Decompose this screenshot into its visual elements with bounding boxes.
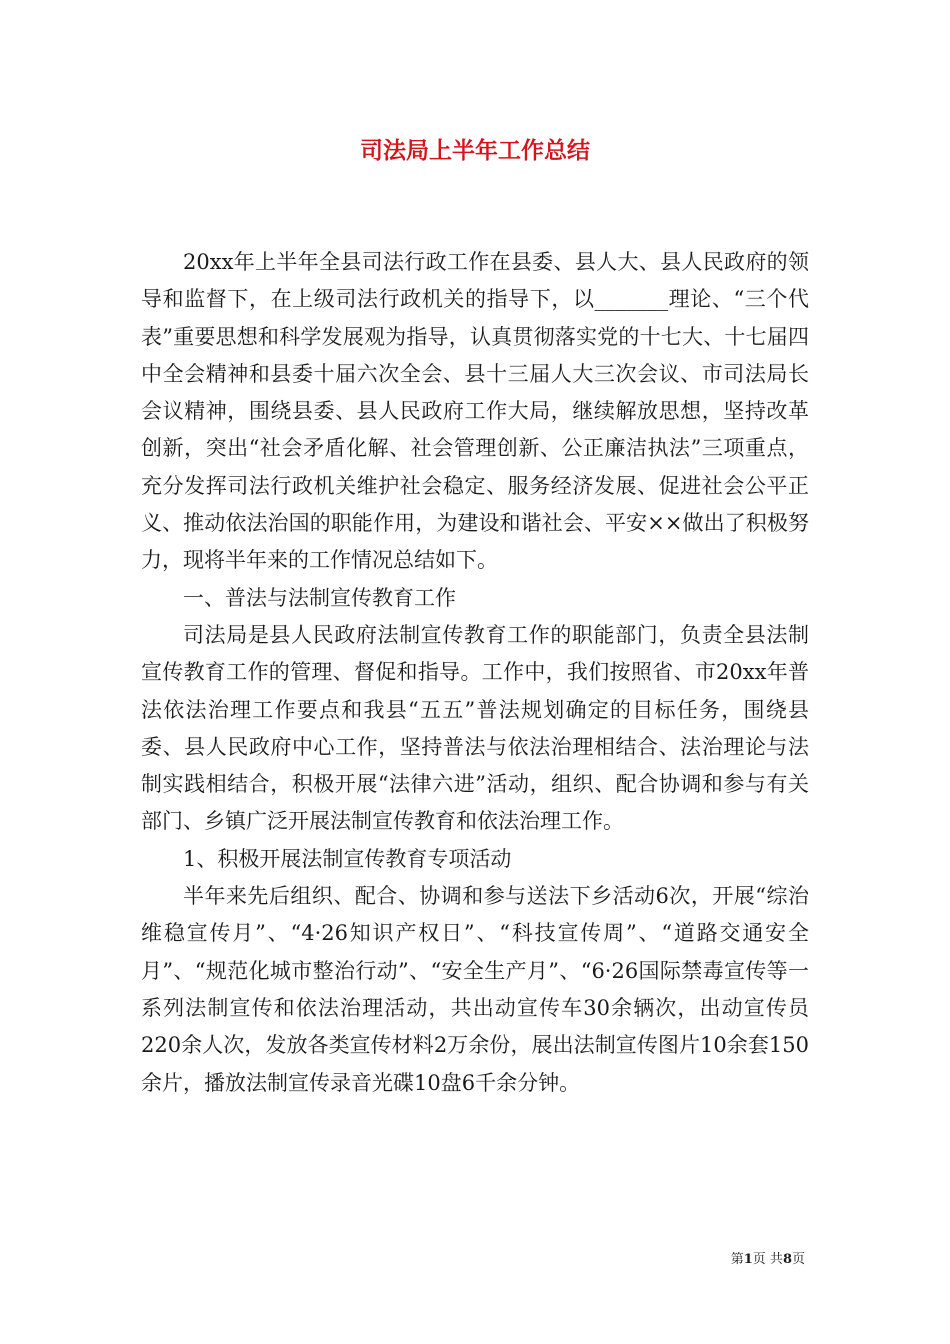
- subsection-heading: 1、积极开展法制宣传教育专项活动: [183, 846, 512, 871]
- document-body: [141, 244, 809, 1102]
- section-heading: 一、普法与法制宣传教育工作: [183, 585, 456, 610]
- footer-suffix: 页: [791, 1252, 805, 1267]
- subsection-paragraph: 半年来先后组织、配合、协调和参与送法下乡活动6次，开展“综治维稳宣传月”、“4·26知识产权日”、“科技宣传周”、“道路交通安全月”、“规范化城市整治行动”、“安全生产月”、“6·26国际禁毒宣传等一系列法制宣传和依法治理活动，共出动宣传车30余辆次，出动宣传员220余人次，发放各类宣传材料2万余份，展出法制宣传图片10余套150余片，播放法制宣传录音光碟10盘6千余分钟。: [141, 884, 809, 1095]
- footer-middle: 页 共: [752, 1252, 783, 1267]
- section-paragraph: 司法局是县人民政府法制宣传教育工作的职能部门，负责全县法制宣传教育工作的管理、督促和指导。工作中，我们按照省、市20xx年普法依法治理工作要点和我县“五五”普法规划确定的目标任务，围绕县委、县人民政府中心工作，坚持普法与依法治理相结合、法治理论与法制实践相结合，积极开展“法律六进”活动，组织、配合协调和参与有关部门、乡镇广泛开展法制宣传教育和依法治理工作。: [141, 622, 809, 834]
- intro-paragraph: 20xx年上半年全县司法行政工作在县委、县人大、县人民政府的领导和监督下，在上级司法行政机关的指导下，以_______理论、“三个代表”重要思想和科学发展观为指导，认真贯彻落实党的十七大、十七届四中全会精神和县委十届六次全会、县十三届人大三次会议、市司法局长会议精神，围绕县委、县人民政府工作大局，继续解放思想，坚持改革创新，突出“社会矛盾化解、社会管理创新、公正廉洁执法”三项重点，充分发挥司法行政机关维护社会稳定、服务经济发展、促进社会公平正义、推动依法治国的职能作用，为建设和谐社会、平安××做出了积极努力，现将半年来的工作情况总结如下。: [141, 250, 809, 573]
- total-page-number: 8: [782, 1252, 792, 1267]
- footer-prefix: 第: [730, 1252, 744, 1267]
- page-footer: [731, 1248, 805, 1267]
- current-page-number: 1: [743, 1252, 753, 1267]
- page-title: 司法局上半年工作总结: [360, 138, 590, 164]
